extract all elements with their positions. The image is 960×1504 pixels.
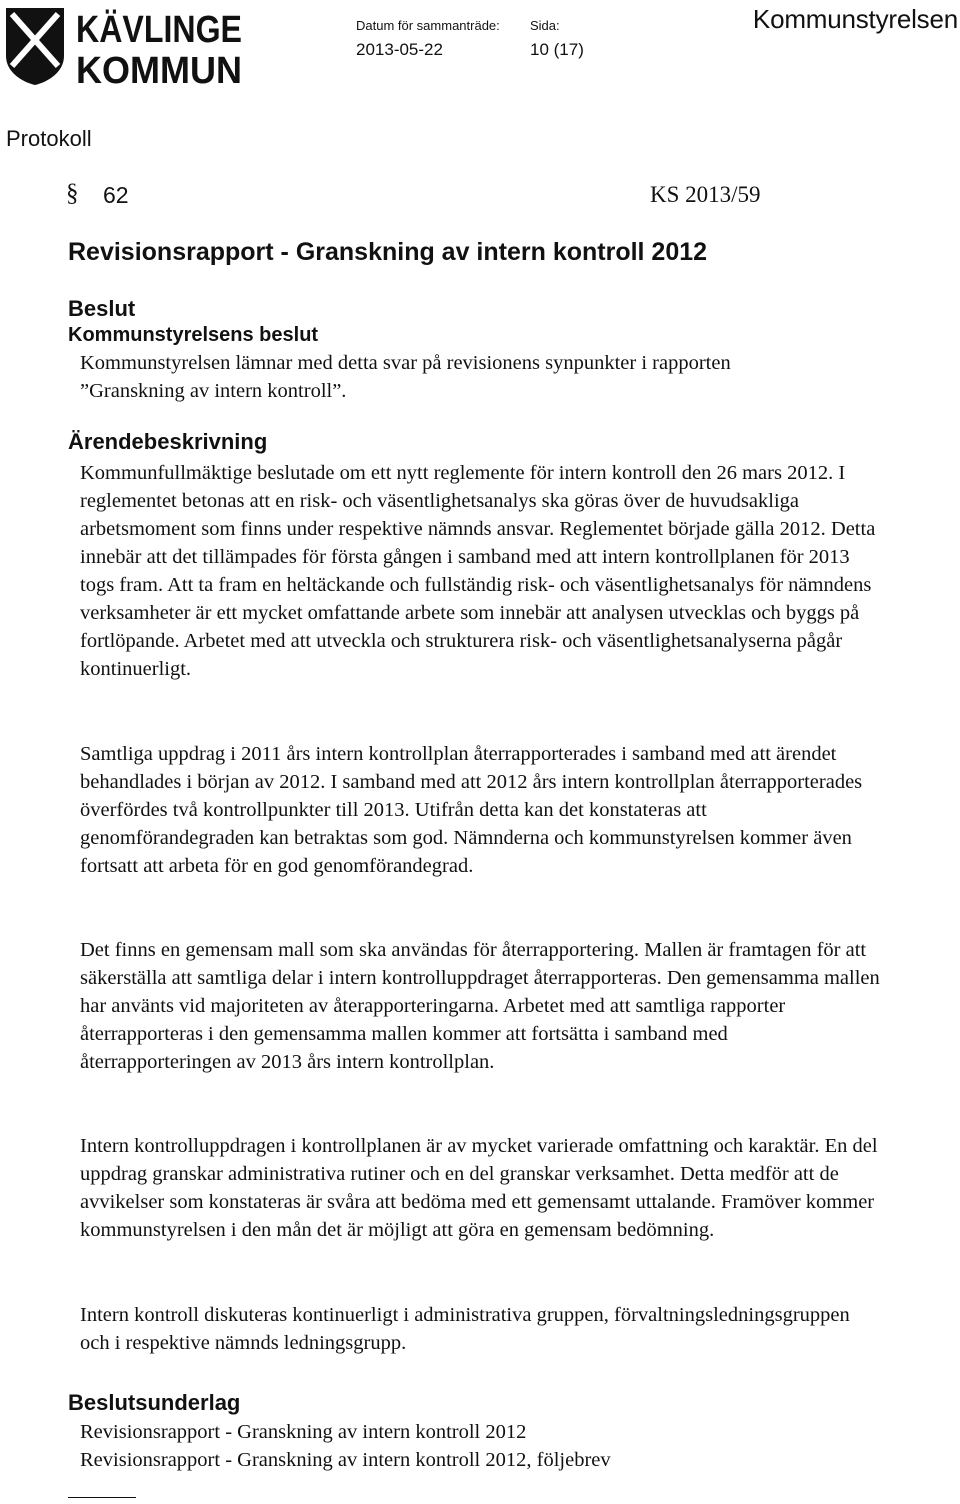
paragraph-sign: § <box>66 180 79 207</box>
decision-heading: Beslut <box>68 296 136 321</box>
case-number: KS 2013/59 <box>650 182 761 207</box>
decision-text-line1: Kommunstyrelsen lämnar med detta svar på revisionens synpunkter i rapporten <box>80 352 731 374</box>
meeting-date: 2013-05-22 <box>356 40 443 59</box>
description-paragraph-5: Intern kontroll diskuteras kontinuerligt i administrativa gruppen, förvaltningsledningsgruppen och i respektive nämnds ledningsgrupp. <box>80 1304 850 1354</box>
decision-text-line2: ”Granskning av intern kontroll”. <box>80 380 347 402</box>
document-type: Protokoll <box>6 126 92 151</box>
description-paragraph-3: Det finns en gemensam mall som ska användas för återrapportering. Mallen är framtagen för att säkerställa att samtliga delar i intern kontrolluppdraget återrapporteras. Den gemensamma mallen har använts vid majoriteten av återapporteringarna. Arbetet med att samtliga rapporter återrapporteras i den gemensamma mallen kommer att fortsätta i samband med återrapporteringen av 2013 års intern kontrollplan. <box>80 939 880 1073</box>
basis-item-2: Revisionsrapport - Granskning av intern kontroll 2012, följebrev <box>80 1449 611 1471</box>
description-paragraph-4: Intern kontrolluppdragen i kontrollplanen är av mycket varierade omfattning och karaktär. En del uppdrag granskar administrativa rutiner och en del granskar verksamhet. Detta medför att de avvikelser som konstateras är svåra att bedöma med ett gemensamt uttalande. Framöver kommer kommunstyrelsen i den mån det är möjligt att göra en gemensam bedömning. <box>80 1135 878 1241</box>
item-number: 62 <box>103 182 129 208</box>
organization-name: Kommunstyrelsen <box>752 4 958 34</box>
page-number: 10 (17) <box>530 40 584 59</box>
meeting-date-label: Datum för sammanträde: <box>356 18 500 33</box>
basis-item-1: Revisionsrapport - Granskning av intern kontroll 2012 <box>80 1421 527 1443</box>
description-paragraph-2: Samtliga uppdrag i 2011 års intern kontrollplan återrapporterades i samband med att ärendet behandlades i början av 2012. I samband med att 2012 års intern kontrollplan återrapporterades överfördes två kontrollpunkter till 2013. Utifrån detta kan det konstateras att genomförandegraden kan betraktas som god. Nämnderna och kommunstyrelsen kommer även fortsatt att arbeta för en god genomförandegrad. <box>80 743 863 877</box>
basis-list <box>80 1418 611 1474</box>
page-label: Sida: <box>530 18 560 33</box>
decision-text <box>80 349 880 405</box>
coat-of-arms-icon <box>4 6 273 92</box>
end-divider <box>68 1497 136 1498</box>
basis-heading: Beslutsunderlag <box>68 1390 241 1415</box>
description-paragraph-1: Kommunfullmäktige beslutade om ett nytt reglemente för intern kontroll den 26 mars 2012. I reglementet betonas att en risk- och väsentlighetsanalys ska göras över de huvudsakliga arbetsmoment som finns under respektive nämnds ansvar. Reglementet började gälla 2012. Detta innebär att det tillämpades för första gången i samband med att intern kontrollplanen för 2013 togs fram. Att ta fram en heltäckande och fullständig risk- och väsentlighetsanalys för nämndens verksamheter är ett mycket omfattande arbete som innebär att analysen utvecklas och byggs på fortlöpande. Arbetet med att utveckla och strukturera risk- och väsentlighetsanalyserna pågår kontinuerligt. <box>80 462 876 680</box>
logo-text-line1: KÄVLINGE <box>76 9 273 51</box>
item-title: Revisionsrapport - Granskning av intern kontroll 2012 <box>68 238 708 266</box>
decision-subheading: Kommunstyrelsens beslut <box>68 324 319 346</box>
municipality-logo <box>4 6 273 92</box>
description-heading: Ärendebeskrivning <box>68 429 268 454</box>
logo-text-line2: KOMMUN <box>76 50 242 92</box>
